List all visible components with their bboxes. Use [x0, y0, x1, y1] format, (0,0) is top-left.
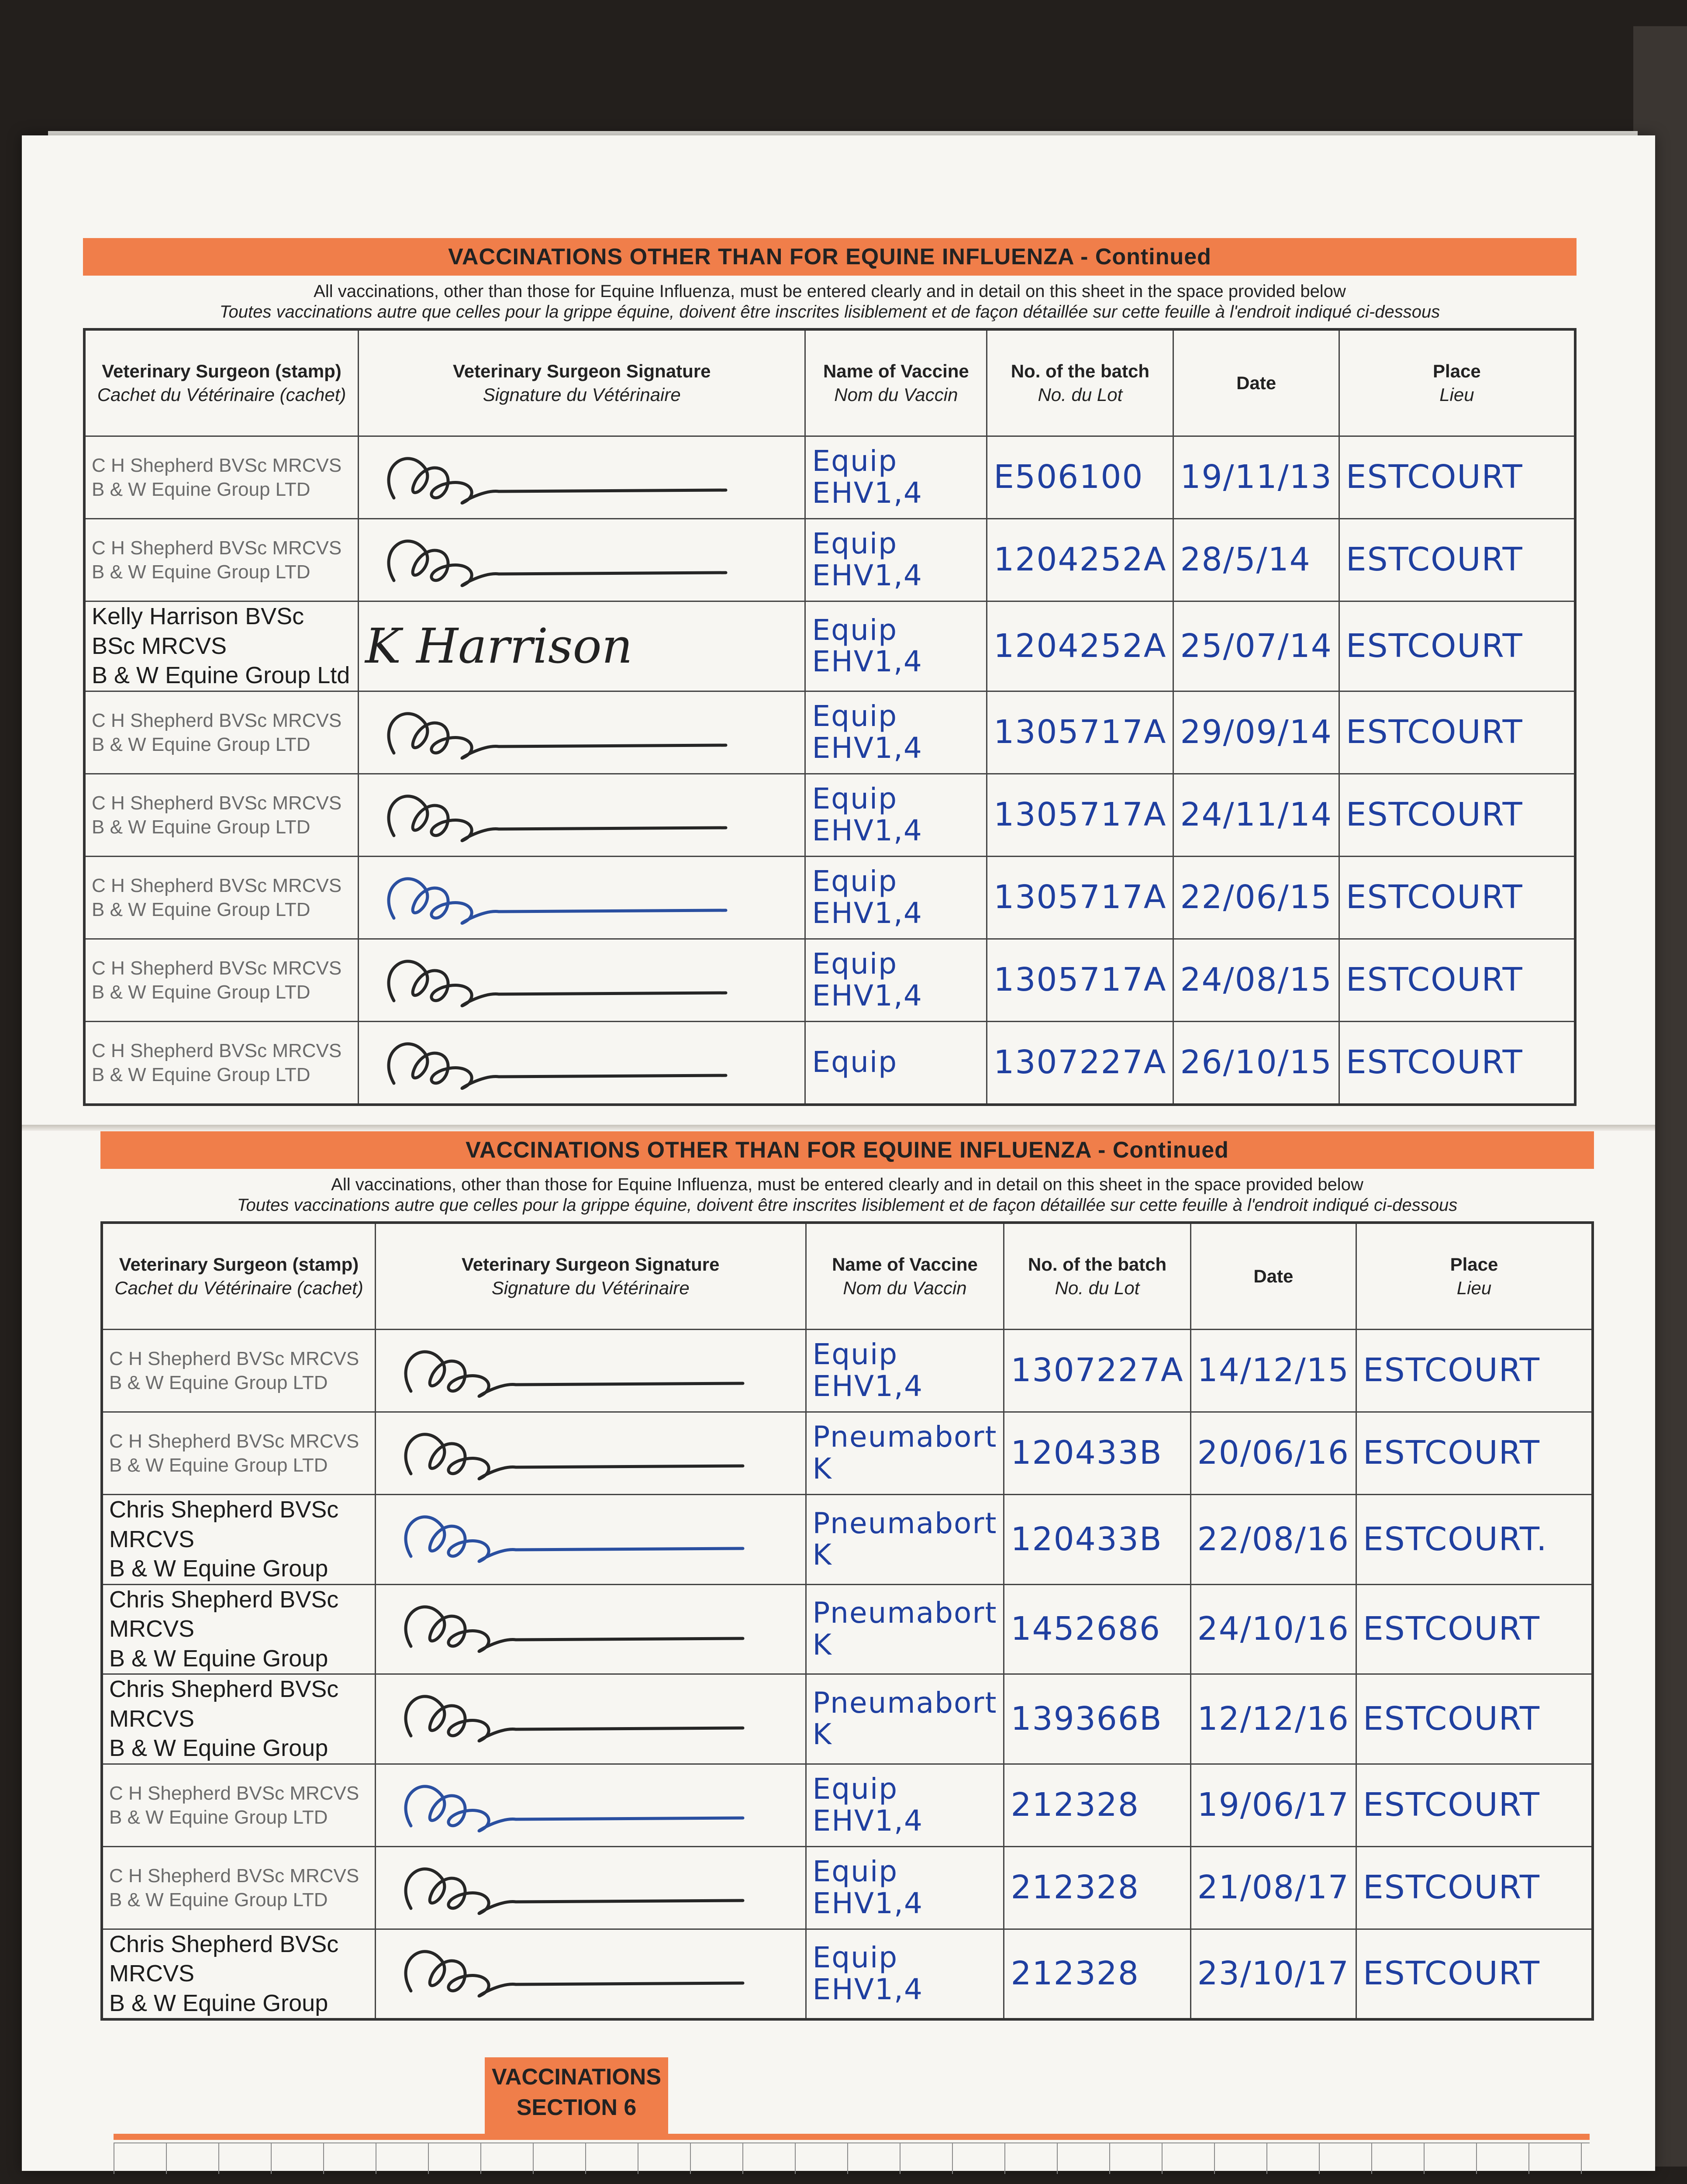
instruction-english: All vaccinations, other than those for Equine Influenza, must be entered clearly and in detail on this sheet in the space provided below	[314, 282, 1346, 301]
vet-stamp-practice: B & W Equine Group LTD	[92, 479, 310, 500]
vaccine-name	[806, 1584, 1004, 1674]
table-header-row	[102, 1223, 1593, 1330]
vaccine-name-line2: EHV1,4	[812, 645, 923, 679]
signature-scribble-icon	[368, 944, 796, 1018]
vaccine-name	[805, 1021, 987, 1105]
vaccine-name-line1: Equip	[812, 781, 898, 816]
vet-signature	[376, 1584, 806, 1674]
instruction-french: Toutes vaccinations autre que celles pour la grippe équine, doivent être inscrites lisiblement et de façon détaillée sur cette feuille à l'endroit indiqué ci-dessous	[237, 1196, 1458, 1215]
vet-stamp-name: C H Shepherd BVSc MRCVS	[92, 957, 342, 979]
signature-scribble-icon	[385, 1769, 813, 1843]
vaccine-name-line1: Equip	[812, 613, 898, 647]
vaccine-name-line2: EHV1,4	[812, 1804, 923, 1838]
vaccination-date: 19/11/13	[1173, 436, 1339, 519]
table-row	[102, 1495, 1593, 1585]
signature-scribble-icon	[368, 441, 796, 515]
signature-scribble-icon	[368, 696, 796, 771]
vaccine-name-line1: Pneumabort K	[812, 1596, 997, 1662]
section-banner: VACCINATIONS OTHER THAN FOR EQUINE INFLUENZA - Continued	[83, 238, 1577, 276]
vaccination-place: ESTCOURT	[1339, 774, 1575, 856]
vaccine-name-line1: Equip	[812, 864, 898, 898]
vaccination-place: ESTCOURT.	[1356, 1495, 1593, 1585]
vet-stamp-name: Kelly Harrison BVSc BSc MRCVS	[92, 603, 304, 659]
vaccine-name	[806, 1764, 1004, 1846]
vaccine-name	[806, 1495, 1004, 1585]
vaccination-place: ESTCOURT	[1356, 1412, 1593, 1495]
table-header-row	[84, 329, 1575, 436]
signature-scribble-icon	[368, 779, 796, 853]
batch-number: 1204252A	[987, 519, 1173, 601]
handwritten-signature: K Harrison	[365, 618, 633, 674]
header-signature: Veterinary Surgeon Signature Signature du Vétérinaire	[359, 329, 805, 436]
vaccination-date: 12/12/16	[1190, 1674, 1356, 1764]
vet-stamp-name: Chris Shepherd BVSc MRCVS	[109, 1931, 339, 1987]
section-label-box	[485, 2057, 668, 2136]
vet-stamp-name: Chris Shepherd BVSc MRCVS	[109, 1496, 339, 1552]
vet-stamp	[102, 1764, 376, 1846]
vet-stamp-name: Chris Shepherd BVSc MRCVS	[109, 1586, 339, 1642]
table-row	[84, 436, 1575, 519]
vaccination-place: ESTCOURT	[1339, 691, 1575, 774]
vaccination-date: 22/06/15	[1173, 856, 1339, 939]
vaccine-name-line1: Equip	[812, 1854, 898, 1888]
header-date: Date	[1190, 1223, 1356, 1330]
vet-stamp	[84, 601, 359, 691]
vaccination-date: 14/12/15	[1190, 1330, 1356, 1412]
vet-stamp	[84, 939, 359, 1021]
table-row	[102, 1412, 1593, 1495]
vet-stamp-name: C H Shepherd BVSc MRCVS	[92, 709, 342, 731]
section-label-line2: SECTION 6	[516, 2095, 637, 2121]
header-signature: Veterinary Surgeon Signature Signature du Vétérinaire	[376, 1223, 806, 1330]
vaccination-date: 28/5/14	[1173, 519, 1339, 601]
vet-signature	[359, 856, 805, 939]
batch-number: 1305717A	[987, 856, 1173, 939]
vaccine-name-line2: EHV1,4	[812, 731, 923, 765]
vet-stamp-name: C H Shepherd BVSc MRCVS	[109, 1348, 359, 1369]
batch-number: 1307227A	[987, 1021, 1173, 1105]
table-row	[102, 1929, 1593, 2019]
vaccine-name	[805, 856, 987, 939]
vet-signature	[376, 1846, 806, 1929]
vet-stamp-name: C H Shepherd BVSc MRCVS	[109, 1865, 359, 1887]
vet-stamp-practice: B & W Equine Group LTD	[92, 561, 310, 583]
batch-number: 139366B	[1004, 1674, 1190, 1764]
batch-number: E506100	[987, 436, 1173, 519]
vaccine-name	[805, 519, 987, 601]
vet-signature	[359, 436, 805, 519]
table-row	[102, 1330, 1593, 1412]
vaccine-name-line1: Pneumabort K	[812, 1506, 997, 1572]
vet-stamp-name: C H Shepherd BVSc MRCVS	[92, 792, 342, 814]
vaccination-place: ESTCOURT	[1339, 436, 1575, 519]
vaccine-name-line2: EHV1,4	[812, 1886, 923, 1920]
vaccine-name	[805, 774, 987, 856]
instruction-english: All vaccinations, other than those for Equine Influenza, must be entered clearly and in detail on this sheet in the space provided below	[331, 1175, 1363, 1194]
signature-scribble-icon	[385, 1590, 813, 1664]
vet-stamp	[102, 1330, 376, 1412]
vaccination-section-lower	[100, 1131, 1594, 2021]
table-row	[84, 856, 1575, 939]
vet-stamp-name: C H Shepherd BVSc MRCVS	[92, 1040, 342, 1061]
signature-scribble-icon	[368, 1026, 796, 1101]
vet-stamp-practice: B & W Equine Group LTD	[92, 1064, 310, 1085]
header-date: Date	[1173, 329, 1339, 436]
batch-number: 212328	[1004, 1764, 1190, 1846]
vaccine-name	[806, 1412, 1004, 1495]
vet-stamp-name: C H Shepherd BVSc MRCVS	[109, 1782, 359, 1804]
vet-stamp-practice: B & W Equine Group LTD	[109, 1806, 328, 1828]
vet-signature	[359, 774, 805, 856]
vet-stamp	[102, 1846, 376, 1929]
vaccine-name	[805, 691, 987, 774]
vet-stamp-practice: B & W Equine Group	[109, 1735, 328, 1761]
vaccination-place: ESTCOURT	[1356, 1929, 1593, 2019]
vaccination-place: ESTCOURT	[1339, 519, 1575, 601]
batch-number: 1305717A	[987, 939, 1173, 1021]
vaccination-date: 21/08/17	[1190, 1846, 1356, 1929]
vaccination-date: 20/06/16	[1190, 1412, 1356, 1495]
vet-signature	[376, 1495, 806, 1585]
vaccine-name-line2: EHV1,4	[812, 813, 923, 847]
vaccine-name-line1: Equip	[812, 1772, 898, 1806]
table-row	[102, 1846, 1593, 1929]
vaccination-date: 29/09/14	[1173, 691, 1339, 774]
header-batch: No. of the batch No. du Lot	[1004, 1223, 1190, 1330]
header-batch: No. of the batch No. du Lot	[987, 329, 1173, 436]
vaccination-date: 24/08/15	[1173, 939, 1339, 1021]
vaccine-name-line1: Equip	[812, 947, 898, 981]
batch-number: 212328	[1004, 1929, 1190, 2019]
signature-scribble-icon	[368, 861, 796, 936]
vaccination-date: 25/07/14	[1173, 601, 1339, 691]
vaccination-section-upper	[83, 238, 1577, 1106]
instruction-french: Toutes vaccinations autre que celles pour la grippe équine, doivent être inscrites lisiblement et de façon détaillée sur cette feuille à l'endroit indiqué ci-dessous	[219, 302, 1440, 321]
vet-stamp	[84, 691, 359, 774]
vaccination-place: ESTCOURT	[1356, 1764, 1593, 1846]
vet-stamp	[102, 1584, 376, 1674]
vet-stamp-practice: B & W Equine Group	[109, 1990, 328, 2016]
vet-stamp-practice: B & W Equine Group	[109, 1555, 328, 1582]
signature-scribble-icon	[385, 1934, 813, 2008]
vet-stamp-name: C H Shepherd BVSc MRCVS	[109, 1431, 359, 1452]
page-fold	[22, 1125, 1655, 1131]
vaccination-table	[100, 1221, 1594, 2021]
vaccination-place: ESTCOURT	[1356, 1674, 1593, 1764]
vaccination-date: 24/10/16	[1190, 1584, 1356, 1674]
vet-stamp	[84, 519, 359, 601]
vet-stamp	[84, 774, 359, 856]
vaccine-name-line1: Equip	[812, 527, 898, 561]
vaccine-name-line2: EHV1,4	[812, 1972, 923, 2006]
vet-signature	[376, 1412, 806, 1495]
vaccine-name-line1: Equip	[812, 1941, 898, 1975]
vaccine-name	[806, 1674, 1004, 1764]
vet-stamp-practice: B & W Equine Group LTD	[109, 1372, 328, 1393]
vet-stamp	[84, 1021, 359, 1105]
vet-stamp-practice: B & W Equine Group	[109, 1645, 328, 1672]
table-row	[84, 601, 1575, 691]
vet-signature	[359, 1021, 805, 1105]
vaccination-place: ESTCOURT	[1356, 1330, 1593, 1412]
vaccine-name-line2: EHV1,4	[812, 476, 923, 510]
vaccination-date: 23/10/17	[1190, 1929, 1356, 2019]
signature-scribble-icon	[385, 1417, 813, 1491]
vaccine-name-line1: Equip	[812, 444, 898, 478]
table-row	[84, 939, 1575, 1021]
vaccine-name	[806, 1929, 1004, 2019]
signature-scribble-icon	[368, 524, 796, 598]
next-page-grid-edge	[114, 2143, 1590, 2174]
vet-signature	[359, 601, 805, 691]
table-row	[84, 519, 1575, 601]
vaccine-name-line2: EHV1,4	[812, 896, 923, 930]
vaccine-name-line1: Equip	[812, 699, 898, 733]
header-vaccine: Name of Vaccine Nom du Vaccin	[805, 329, 987, 436]
vaccine-name-line2: EHV1,4	[812, 559, 923, 592]
vet-stamp	[102, 1929, 376, 2019]
vet-signature	[376, 1674, 806, 1764]
batch-number: 120433B	[1004, 1412, 1190, 1495]
vaccination-place: ESTCOURT	[1356, 1584, 1593, 1674]
vet-stamp-practice: B & W Equine Group Ltd	[92, 662, 350, 688]
signature-scribble-icon	[385, 1679, 813, 1753]
vet-stamp-practice: B & W Equine Group LTD	[109, 1889, 328, 1911]
vaccine-name	[805, 436, 987, 519]
vaccination-table	[83, 328, 1577, 1106]
vet-stamp-name: C H Shepherd BVSc MRCVS	[92, 537, 342, 559]
table-row	[84, 691, 1575, 774]
vet-stamp	[102, 1412, 376, 1495]
batch-number: 120433B	[1004, 1495, 1190, 1585]
batch-number: 1305717A	[987, 774, 1173, 856]
vaccination-place: ESTCOURT	[1339, 939, 1575, 1021]
vet-signature	[359, 519, 805, 601]
vaccination-date: 19/06/17	[1190, 1764, 1356, 1846]
vaccination-date: 22/08/16	[1190, 1495, 1356, 1585]
vaccination-place: ESTCOURT	[1356, 1846, 1593, 1929]
vet-stamp	[102, 1495, 376, 1585]
header-place: Place Lieu	[1356, 1223, 1593, 1330]
vet-stamp	[102, 1674, 376, 1764]
vaccine-name-line2: EHV1,4	[812, 978, 923, 1013]
vet-signature	[359, 939, 805, 1021]
table-row	[84, 774, 1575, 856]
vaccine-name-line1: Equip	[812, 1045, 898, 1079]
vet-signature	[376, 1929, 806, 2019]
vet-stamp-practice: B & W Equine Group LTD	[109, 1455, 328, 1476]
table-row	[102, 1674, 1593, 1764]
vaccine-name	[805, 939, 987, 1021]
vaccination-date: 26/10/15	[1173, 1021, 1339, 1105]
signature-scribble-icon	[385, 1852, 813, 1926]
vaccine-name	[806, 1846, 1004, 1929]
header-vaccine: Name of Vaccine Nom du Vaccin	[806, 1223, 1004, 1330]
vet-stamp	[84, 436, 359, 519]
batch-number: 1307227A	[1004, 1330, 1190, 1412]
vaccine-name-line1: Pneumabort K	[812, 1686, 997, 1752]
section-banner: VACCINATIONS OTHER THAN FOR EQUINE INFLUENZA - Continued	[100, 1131, 1594, 1169]
signature-scribble-icon	[385, 1500, 813, 1574]
vet-stamp	[84, 856, 359, 939]
vaccine-name-line1: Equip	[812, 1337, 898, 1372]
table-row	[102, 1584, 1593, 1674]
batch-number: 1204252A	[987, 601, 1173, 691]
header-place: Place Lieu	[1339, 329, 1575, 436]
vet-stamp-name: C H Shepherd BVSc MRCVS	[92, 455, 342, 476]
header-stamp: Veterinary Surgeon (stamp) Cachet du Vétérinaire (cachet)	[84, 329, 359, 436]
vaccination-place: ESTCOURT	[1339, 601, 1575, 691]
vet-stamp-name: C H Shepherd BVSc MRCVS	[92, 874, 342, 896]
table-row	[102, 1764, 1593, 1846]
vet-stamp-name: Chris Shepherd BVSc MRCVS	[109, 1676, 339, 1732]
vaccine-name	[806, 1330, 1004, 1412]
section-label-line1: VACCINATIONS	[491, 2064, 662, 2090]
vet-signature	[359, 691, 805, 774]
vet-stamp-practice: B & W Equine Group LTD	[92, 816, 310, 838]
vaccination-place: ESTCOURT	[1339, 1021, 1575, 1105]
footer-orange-rule	[114, 2134, 1590, 2140]
batch-number: 1452686	[1004, 1584, 1190, 1674]
vet-stamp-practice: B & W Equine Group LTD	[92, 733, 310, 755]
vet-stamp-practice: B & W Equine Group LTD	[92, 898, 310, 920]
vet-stamp-practice: B & W Equine Group LTD	[92, 981, 310, 1003]
signature-scribble-icon	[385, 1334, 813, 1409]
vet-signature	[376, 1764, 806, 1846]
batch-number: 212328	[1004, 1846, 1190, 1929]
table-row	[84, 1021, 1575, 1105]
vet-signature	[376, 1330, 806, 1412]
vaccine-name-line2: EHV1,4	[812, 1369, 923, 1403]
batch-number: 1305717A	[987, 691, 1173, 774]
vaccination-place: ESTCOURT	[1339, 856, 1575, 939]
vaccine-name-line1: Pneumabort K	[812, 1420, 997, 1486]
header-stamp: Veterinary Surgeon (stamp) Cachet du Vétérinaire (cachet)	[102, 1223, 376, 1330]
vaccination-date: 24/11/14	[1173, 774, 1339, 856]
vaccine-name	[805, 601, 987, 691]
